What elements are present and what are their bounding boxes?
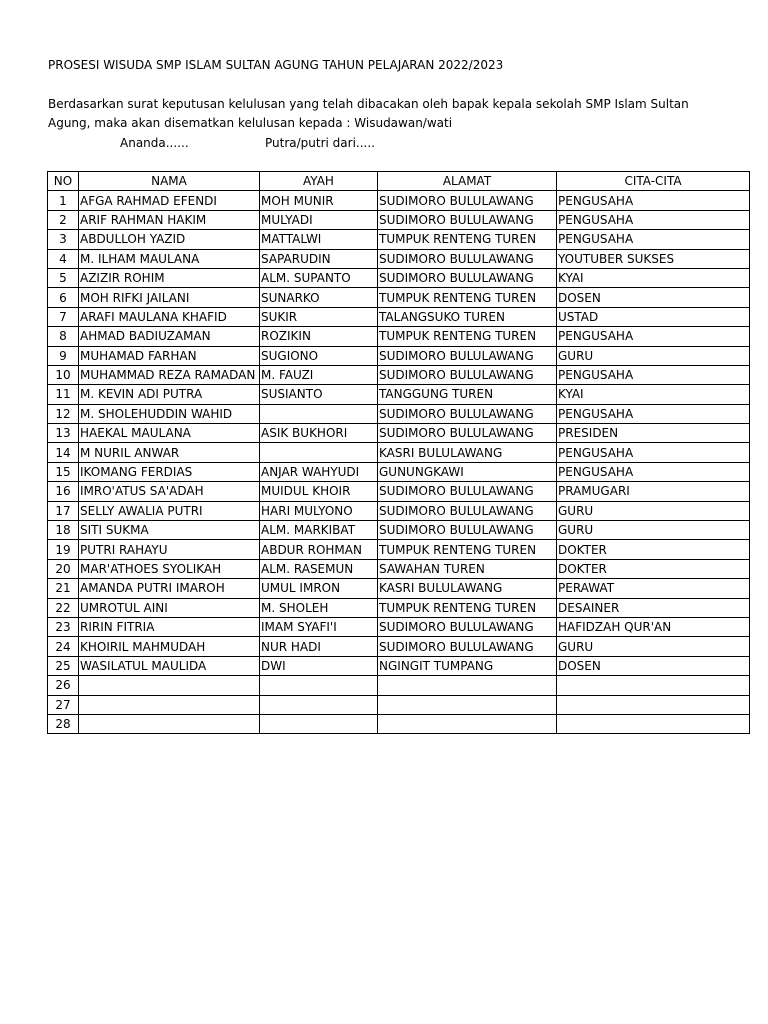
- cell-cita-cita: USTAD: [557, 307, 750, 326]
- table-row: [48, 404, 750, 423]
- cell-ayah: ABDUR ROHMAN: [260, 540, 378, 559]
- table-row: [48, 617, 750, 636]
- cell-no: 7: [48, 307, 79, 326]
- header-no: NO: [48, 172, 79, 191]
- table-row: [48, 501, 750, 520]
- graduates-table: [47, 171, 750, 734]
- cell-no: 27: [48, 695, 79, 714]
- cell-cita-cita: PRESIDEN: [557, 424, 750, 443]
- table-row: [48, 210, 750, 229]
- cell-alamat: TANGGUNG TUREN: [378, 385, 557, 404]
- cell-ayah: [260, 404, 378, 423]
- cell-nama: AZIZIR ROHIM: [79, 268, 260, 287]
- cell-nama: KHOIRIL MAHMUDAH: [79, 637, 260, 656]
- cell-ayah: DWI: [260, 656, 378, 675]
- table-row: [48, 656, 750, 675]
- cell-cita-cita: PENGUSAHA: [557, 191, 750, 210]
- cell-alamat: SUDIMORO BULULAWANG: [378, 482, 557, 501]
- cell-alamat: TUMPUK RENTENG TUREN: [378, 288, 557, 307]
- cell-no: 20: [48, 559, 79, 578]
- cell-alamat: SUDIMORO BULULAWANG: [378, 346, 557, 365]
- cell-no: 2: [48, 210, 79, 229]
- cell-cita-cita: DOKTER: [557, 559, 750, 578]
- cell-no: 6: [48, 288, 79, 307]
- cell-cita-cita: YOUTUBER SUKSES: [557, 249, 750, 268]
- cell-ayah: [260, 695, 378, 714]
- cell-cita-cita: DOSEN: [557, 288, 750, 307]
- cell-nama: ABDULLOH YAZID: [79, 230, 260, 249]
- cell-alamat: SUDIMORO BULULAWANG: [378, 637, 557, 656]
- cell-cita-cita: DOSEN: [557, 656, 750, 675]
- cell-alamat: [378, 714, 557, 733]
- cell-no: 25: [48, 656, 79, 675]
- table-row: [48, 637, 750, 656]
- cell-nama: MAR'ATHOES SYOLIKAH: [79, 559, 260, 578]
- table-row: [48, 462, 750, 481]
- cell-no: 9: [48, 346, 79, 365]
- cell-cita-cita: PERAWAT: [557, 579, 750, 598]
- intro-line-2: Agung, maka akan disematkan kelulusan kepada : Wisudawan/wati: [48, 116, 453, 130]
- cell-no: 26: [48, 676, 79, 695]
- table-row: [48, 695, 750, 714]
- cell-nama: ARAFI MAULANA KHAFID: [79, 307, 260, 326]
- header-ayah: AYAH: [260, 172, 378, 191]
- cell-no: 12: [48, 404, 79, 423]
- table-row: [48, 307, 750, 326]
- cell-cita-cita: PENGUSAHA: [557, 210, 750, 229]
- cell-alamat: [378, 676, 557, 695]
- cell-nama: AMANDA PUTRI IMAROH: [79, 579, 260, 598]
- cell-nama: MUHAMMAD REZA RAMADAN: [79, 365, 260, 384]
- cell-cita-cita: PENGUSAHA: [557, 327, 750, 346]
- cell-ayah: ALM. RASEMUN: [260, 559, 378, 578]
- cell-nama: PUTRI RAHAYU: [79, 540, 260, 559]
- table-row: [48, 579, 750, 598]
- cell-no: 4: [48, 249, 79, 268]
- cell-alamat: SAWAHAN TUREN: [378, 559, 557, 578]
- cell-cita-cita: KYAI: [557, 385, 750, 404]
- table-row: [48, 385, 750, 404]
- cell-no: 28: [48, 714, 79, 733]
- cell-cita-cita: PENGUSAHA: [557, 365, 750, 384]
- cell-alamat: GUNUNGKAWI: [378, 462, 557, 481]
- cell-nama: M. SHOLEHUDDIN WAHID: [79, 404, 260, 423]
- cell-ayah: SUSIANTO: [260, 385, 378, 404]
- cell-ayah: NUR HADI: [260, 637, 378, 656]
- cell-alamat: [378, 695, 557, 714]
- cell-nama: MUHAMAD FARHAN: [79, 346, 260, 365]
- cell-nama: IKOMANG FERDIAS: [79, 462, 260, 481]
- cell-cita-cita: GURU: [557, 346, 750, 365]
- cell-no: 11: [48, 385, 79, 404]
- cell-ayah: [260, 714, 378, 733]
- cell-ayah: [260, 443, 378, 462]
- table-row: [48, 230, 750, 249]
- cell-no: 8: [48, 327, 79, 346]
- cell-no: 10: [48, 365, 79, 384]
- table-row: [48, 540, 750, 559]
- table-row: [48, 714, 750, 733]
- cell-ayah: UMUL IMRON: [260, 579, 378, 598]
- table-header-row: [48, 172, 750, 191]
- cell-nama: M NURIL ANWAR: [79, 443, 260, 462]
- cell-ayah: ANJAR WAHYUDI: [260, 462, 378, 481]
- cell-no: 21: [48, 579, 79, 598]
- intro-line-1: Berdasarkan surat keputusan kelulusan yang telah dibacakan oleh bapak kepala sekolah SMP Islam Sultan: [48, 97, 689, 111]
- cell-cita-cita: [557, 714, 750, 733]
- cell-nama: SITI SUKMA: [79, 521, 260, 540]
- header-alamat: ALAMAT: [378, 172, 557, 191]
- cell-alamat: SUDIMORO BULULAWANG: [378, 191, 557, 210]
- cell-ayah: IMAM SYAFI'I: [260, 617, 378, 636]
- cell-alamat: SUDIMORO BULULAWANG: [378, 268, 557, 287]
- cell-alamat: TUMPUK RENTENG TUREN: [378, 327, 557, 346]
- cell-no: 19: [48, 540, 79, 559]
- cell-no: 14: [48, 443, 79, 462]
- cell-alamat: SUDIMORO BULULAWANG: [378, 249, 557, 268]
- cell-cita-cita: GURU: [557, 521, 750, 540]
- cell-cita-cita: PENGUSAHA: [557, 443, 750, 462]
- cell-ayah: SUKIR: [260, 307, 378, 326]
- cell-cita-cita: [557, 676, 750, 695]
- table-row: [48, 288, 750, 307]
- cell-nama: AHMAD BADIUZAMAN: [79, 327, 260, 346]
- cell-ayah: MATTALWI: [260, 230, 378, 249]
- cell-nama: [79, 695, 260, 714]
- table-row: [48, 559, 750, 578]
- table-row: [48, 521, 750, 540]
- cell-cita-cita: GURU: [557, 501, 750, 520]
- table-row: [48, 346, 750, 365]
- cell-cita-cita: PENGUSAHA: [557, 462, 750, 481]
- cell-cita-cita: HAFIDZAH QUR'AN: [557, 617, 750, 636]
- cell-cita-cita: PENGUSAHA: [557, 230, 750, 249]
- cell-ayah: HARI MULYONO: [260, 501, 378, 520]
- cell-no: 16: [48, 482, 79, 501]
- cell-ayah: SUGIONO: [260, 346, 378, 365]
- cell-nama: RIRIN FITRIA: [79, 617, 260, 636]
- document-heading: PROSESI WISUDA SMP ISLAM SULTAN AGUNG TAHUN PELAJARAN 2022/2023: [48, 58, 504, 72]
- cell-ayah: ALM. MARKIBAT: [260, 521, 378, 540]
- cell-alamat: TALANGSUKO TUREN: [378, 307, 557, 326]
- cell-no: 24: [48, 637, 79, 656]
- table-row: [48, 327, 750, 346]
- table-row: [48, 676, 750, 695]
- cell-alamat: TUMPUK RENTENG TUREN: [378, 230, 557, 249]
- cell-cita-cita: DOKTER: [557, 540, 750, 559]
- putra-putri-label: Putra/putri dari.....: [265, 136, 375, 150]
- cell-alamat: NGINGIT TUMPANG: [378, 656, 557, 675]
- table-row: [48, 365, 750, 384]
- cell-no: 18: [48, 521, 79, 540]
- cell-nama: MOH RIFKI JAILANI: [79, 288, 260, 307]
- cell-cita-cita: [557, 695, 750, 714]
- table-row: [48, 482, 750, 501]
- cell-no: 15: [48, 462, 79, 481]
- cell-ayah: SUNARKO: [260, 288, 378, 307]
- cell-ayah: MULYADI: [260, 210, 378, 229]
- table-row: [48, 191, 750, 210]
- cell-ayah: SAPARUDIN: [260, 249, 378, 268]
- intro-paragraph: [48, 95, 728, 133]
- cell-alamat: SUDIMORO BULULAWANG: [378, 424, 557, 443]
- cell-no: 5: [48, 268, 79, 287]
- cell-nama: SELLY AWALIA PUTRI: [79, 501, 260, 520]
- cell-ayah: ASIK BUKHORI: [260, 424, 378, 443]
- cell-no: 23: [48, 617, 79, 636]
- cell-alamat: SUDIMORO BULULAWANG: [378, 210, 557, 229]
- cell-no: 22: [48, 598, 79, 617]
- cell-alamat: SUDIMORO BULULAWANG: [378, 617, 557, 636]
- cell-nama: HAEKAL MAULANA: [79, 424, 260, 443]
- cell-no: 1: [48, 191, 79, 210]
- cell-nama: WASILATUL MAULIDA: [79, 656, 260, 675]
- cell-cita-cita: KYAI: [557, 268, 750, 287]
- cell-nama: [79, 676, 260, 695]
- cell-alamat: SUDIMORO BULULAWANG: [378, 501, 557, 520]
- cell-no: 3: [48, 230, 79, 249]
- cell-alamat: KASRI BULULAWANG: [378, 579, 557, 598]
- cell-nama: M. KEVIN ADI PUTRA: [79, 385, 260, 404]
- header-nama: NAMA: [79, 172, 260, 191]
- cell-alamat: KASRI BULULAWANG: [378, 443, 557, 462]
- cell-nama: IMRO'ATUS SA'ADAH: [79, 482, 260, 501]
- ananda-label: Ananda......: [120, 136, 189, 150]
- table-row: [48, 268, 750, 287]
- cell-ayah: M. FAUZI: [260, 365, 378, 384]
- cell-cita-cita: DESAINER: [557, 598, 750, 617]
- cell-ayah: [260, 676, 378, 695]
- cell-cita-cita: PRAMUGARI: [557, 482, 750, 501]
- cell-alamat: SUDIMORO BULULAWANG: [378, 521, 557, 540]
- table-row: [48, 598, 750, 617]
- cell-ayah: MOH MUNIR: [260, 191, 378, 210]
- cell-nama: AFGA RAHMAD EFENDI: [79, 191, 260, 210]
- cell-ayah: ROZIKIN: [260, 327, 378, 346]
- cell-alamat: TUMPUK RENTENG TUREN: [378, 598, 557, 617]
- cell-alamat: TUMPUK RENTENG TUREN: [378, 540, 557, 559]
- cell-cita-cita: PENGUSAHA: [557, 404, 750, 423]
- cell-nama: [79, 714, 260, 733]
- cell-nama: M. ILHAM MAULANA: [79, 249, 260, 268]
- cell-alamat: SUDIMORO BULULAWANG: [378, 365, 557, 384]
- cell-no: 17: [48, 501, 79, 520]
- cell-ayah: M. SHOLEH: [260, 598, 378, 617]
- cell-ayah: ALM. SUPANTO: [260, 268, 378, 287]
- cell-nama: UMROTUL AINI: [79, 598, 260, 617]
- cell-alamat: SUDIMORO BULULAWANG: [378, 404, 557, 423]
- header-cita-cita: CITA-CITA: [557, 172, 750, 191]
- table-row: [48, 249, 750, 268]
- table-row: [48, 443, 750, 462]
- table-row: [48, 424, 750, 443]
- cell-nama: ARIF RAHMAN HAKIM: [79, 210, 260, 229]
- cell-ayah: MUIDUL KHOIR: [260, 482, 378, 501]
- cell-cita-cita: GURU: [557, 637, 750, 656]
- cell-no: 13: [48, 424, 79, 443]
